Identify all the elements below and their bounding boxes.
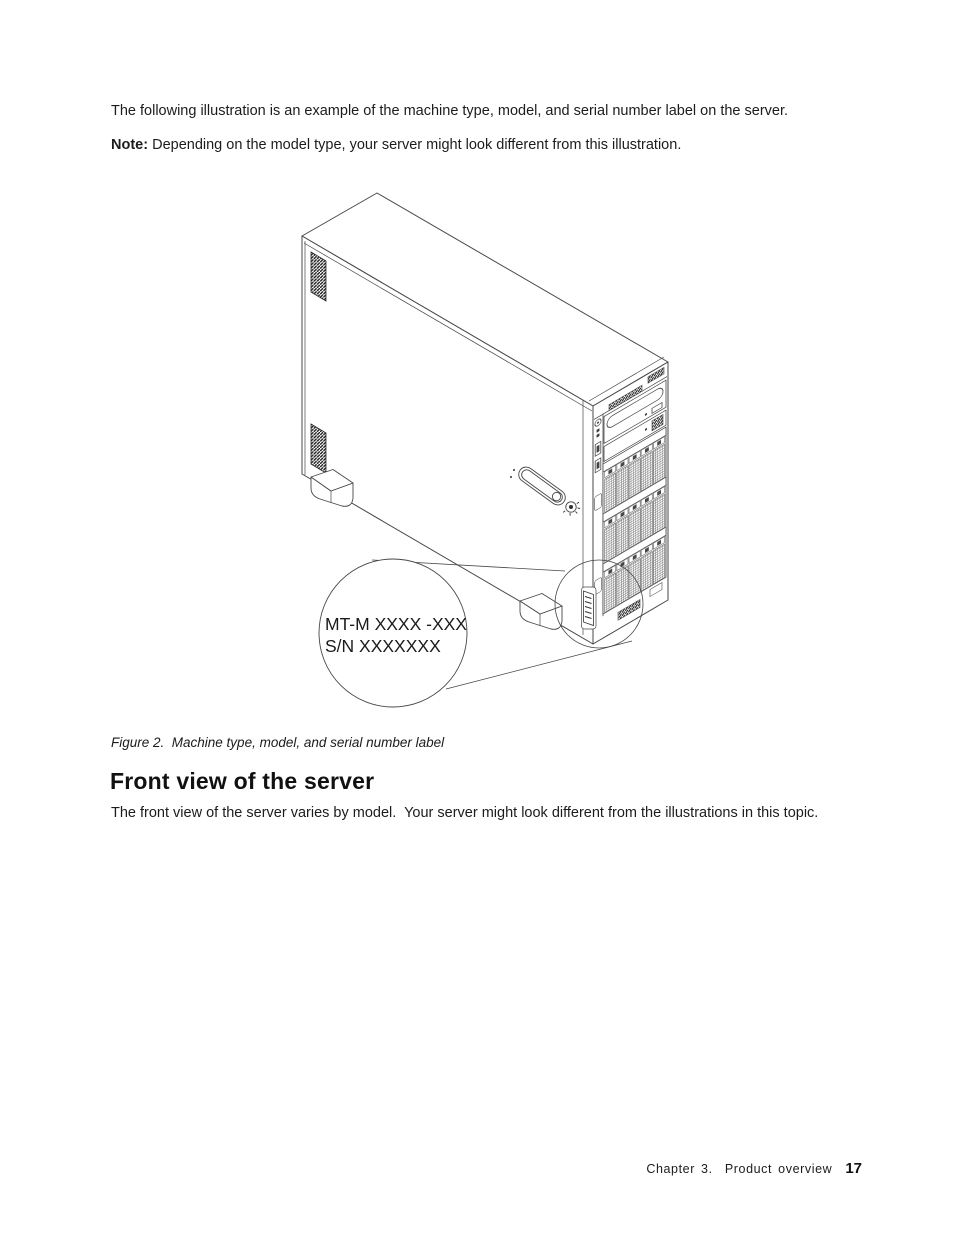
callout-label-line2: S/N XXXXXXX [325,636,441,656]
note-label: Note: [111,137,149,153]
body-paragraph: The front view of the server varies by model. Your server might look different from the illustrations in this topic. [111,805,819,821]
server-illustration [290,185,690,715]
intro-paragraph: The following illustration is an example of the machine type, model, and serial number label on the server. [111,103,789,119]
footer-chapter: Chapter 3. Product overview [646,1162,833,1176]
page-footer [646,1160,862,1177]
note-paragraph [111,135,681,155]
callout-label-line1: MT-M XXXX -XXX [325,614,467,634]
handle-screw-dot [513,469,515,471]
note-text: Depending on the model type, your server might look different from this illustration. [148,137,682,153]
serial-label [582,587,597,629]
section-heading: Front view of the server [110,768,375,794]
handle-screw-dot [510,476,512,478]
page-number: 17 [845,1160,862,1177]
vent-grille-bottom [311,424,326,473]
figure-caption: Figure 2. Machine type, model, and serial number label [111,735,445,750]
vent-grille-top [311,252,326,301]
